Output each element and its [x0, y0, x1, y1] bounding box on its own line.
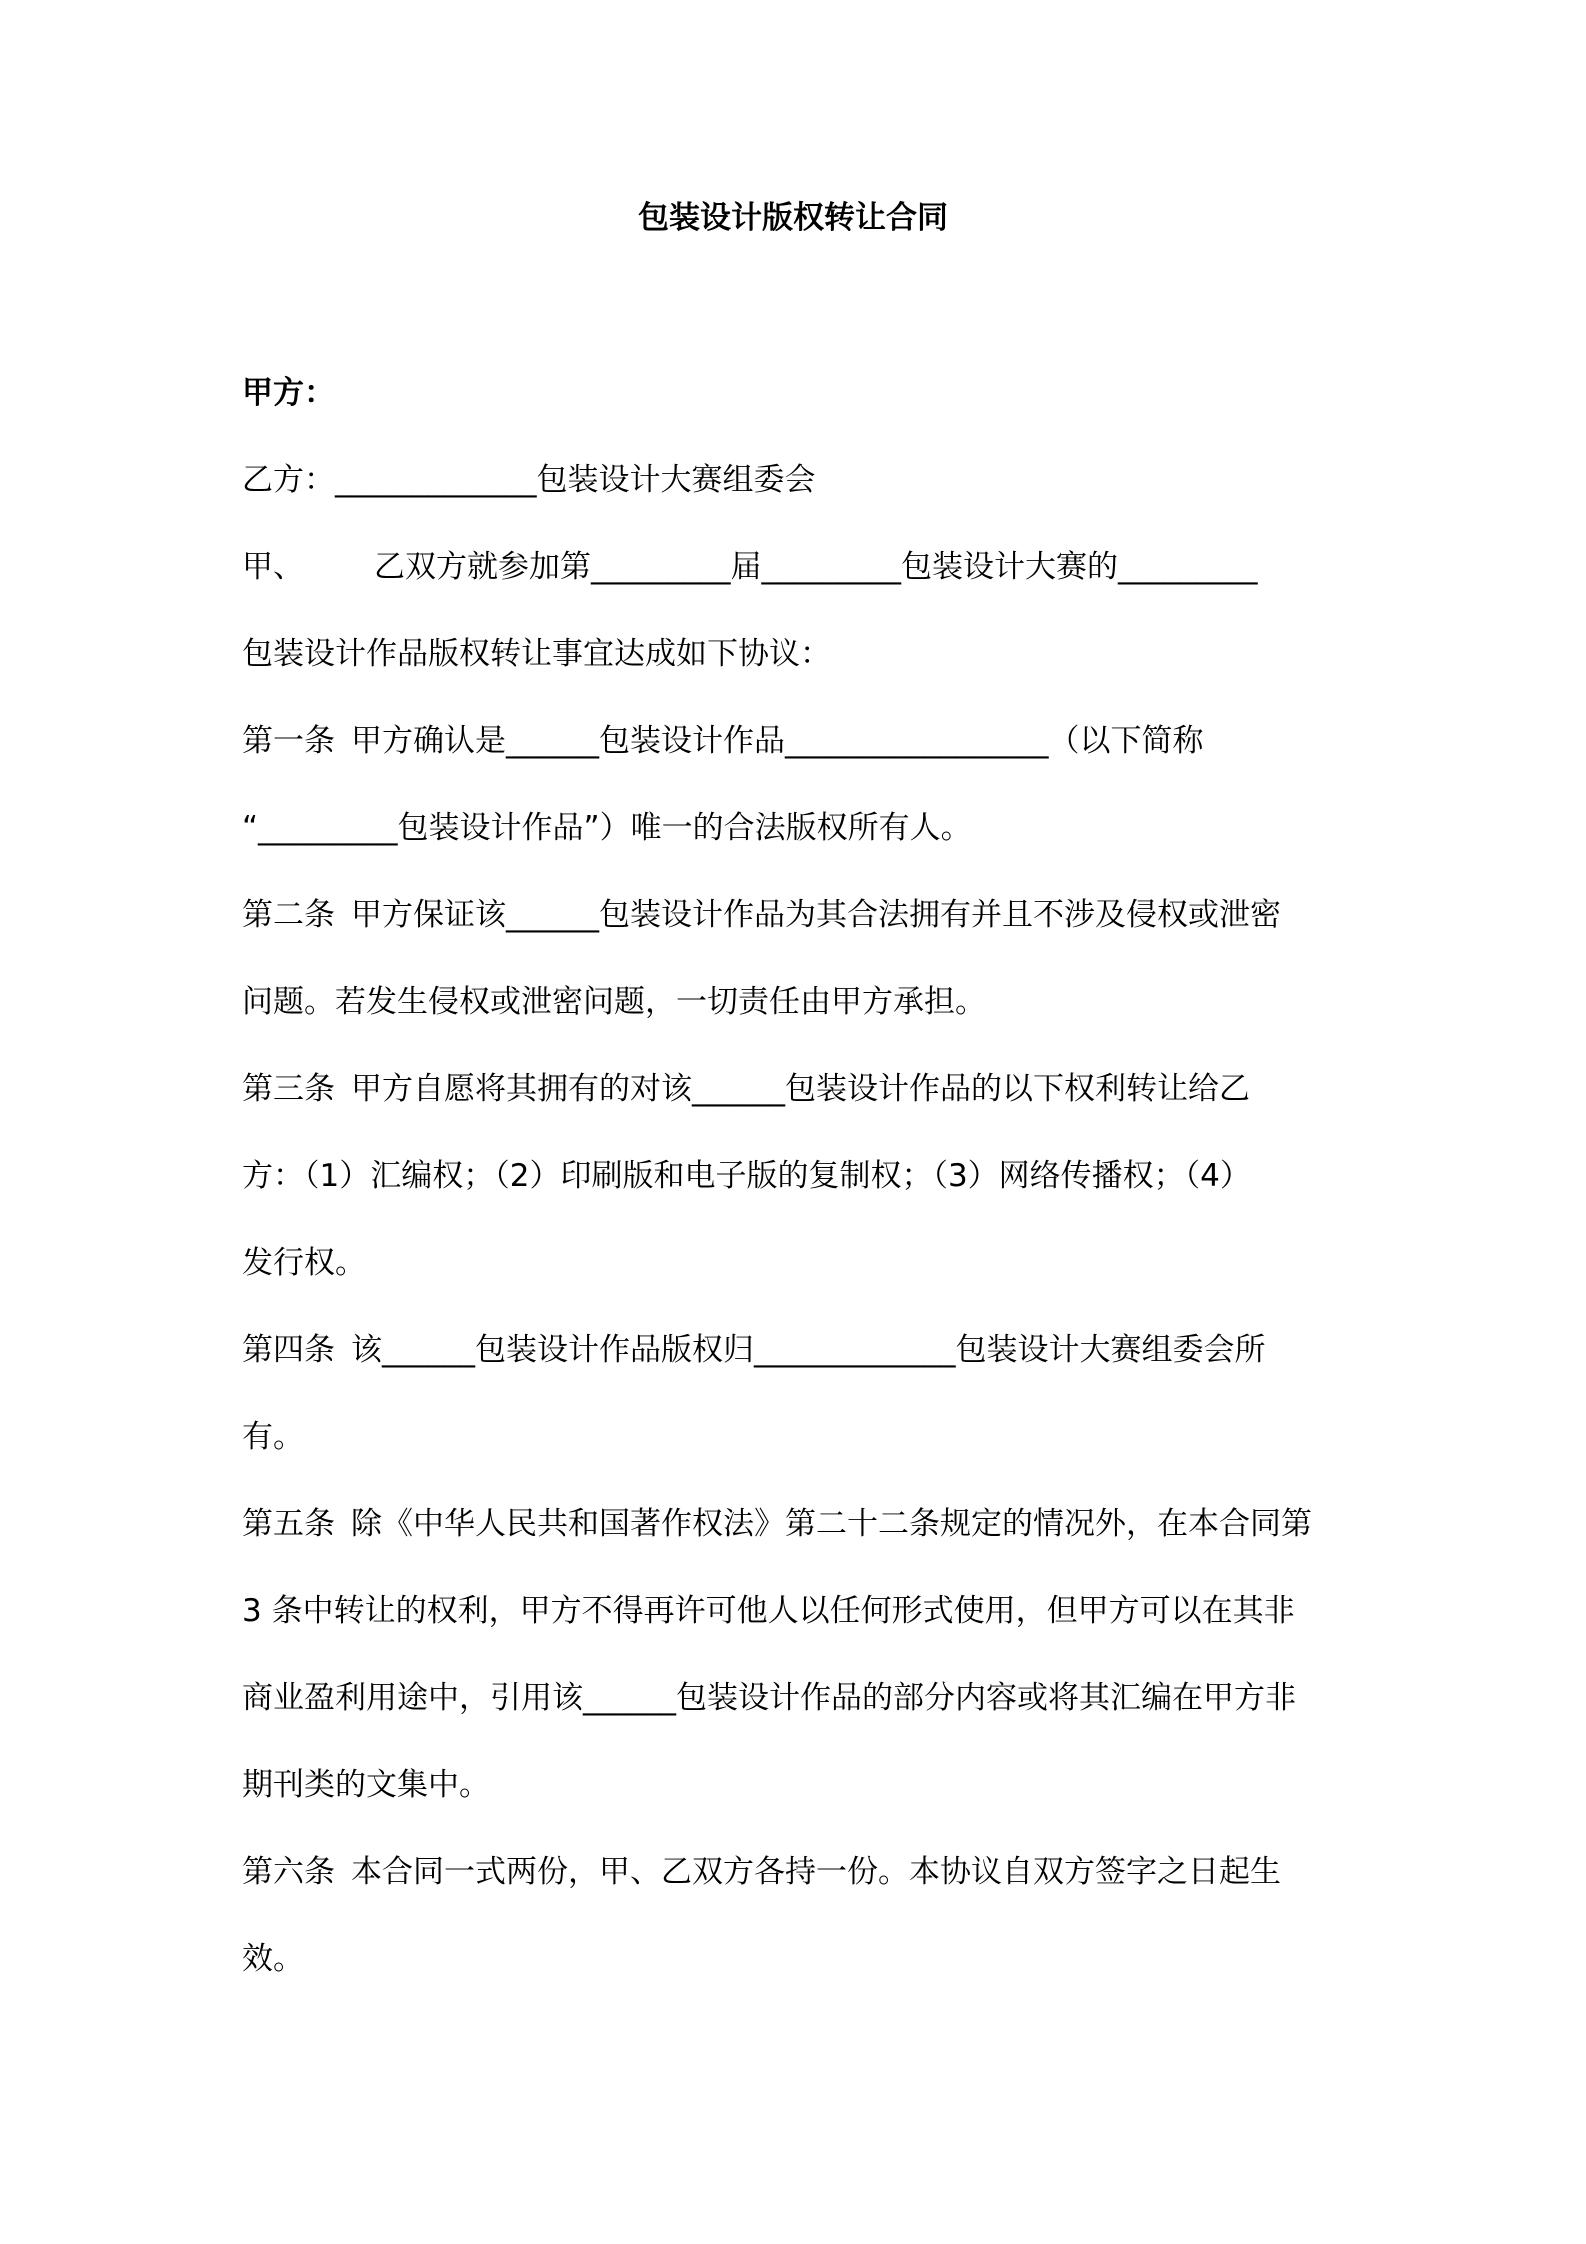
article-3-line-1 [242, 1046, 1352, 1133]
article-2-line-1 [242, 872, 1352, 959]
article-1-line-2: “_________包装设计作品”）唯一的合法版权所有人。 [242, 810, 972, 846]
article-5-text-1: 除《中华人民共和国著作权法》第二十二条规定的情况外，在本合同第 [351, 1506, 1312, 1542]
article-2-label: 第二条 [242, 897, 335, 933]
article-4-line-2: 有。 [242, 1419, 304, 1455]
article-4-text-1: 该______包装设计作品版权归_____________包装设计大赛组委会所 [351, 1332, 1266, 1368]
article-2-text-1: 甲方保证该______包装设计作品为其合法拥有并且不涉及侵权或泄密 [351, 897, 1281, 933]
document-title: 包装设计版权转让合同 [638, 200, 948, 236]
party-b-line: 乙方：_____________包装设计大赛组委会 [242, 462, 816, 498]
intro-line-1 [242, 524, 1352, 611]
article-6-label: 第六条 [242, 1854, 335, 1890]
intro-prefix: 甲、 [242, 549, 304, 585]
article-6-line-1 [242, 1829, 1352, 1916]
intro-line-2: 包装设计作品版权转让事宜达成如下协议： [242, 636, 831, 672]
article-4-label: 第四条 [242, 1332, 335, 1368]
document-body [242, 350, 1352, 2003]
intro-text-1: 乙双方就参加第_________届_________包装设计大赛的_________ [374, 549, 1258, 585]
article-5-line-2: 3 条中转让的权利，甲方不得再许可他人以任何形式使用，但甲方可以在其非 [242, 1593, 1295, 1629]
article-3-text-1: 甲方自愿将其拥有的对该______包装设计作品的以下权利转让给乙 [351, 1071, 1250, 1107]
article-5-label: 第五条 [242, 1506, 335, 1542]
article-5-line-1 [242, 1481, 1352, 1568]
article-3-label: 第三条 [242, 1071, 335, 1107]
article-1-line-1 [242, 698, 1352, 785]
party-a-line: 甲方： [242, 375, 335, 411]
article-5-line-3: 商业盈利用途中，引用该______包装设计作品的部分内容或将其汇编在甲方非 [242, 1680, 1296, 1716]
article-5-line-4: 期刊类的文集中。 [242, 1767, 490, 1803]
article-1-label: 第一条 [242, 723, 335, 759]
article-4-line-1 [242, 1307, 1352, 1394]
article-3-line-2: 方：（1）汇编权；（2）印刷版和电子版的复制权；（3）网络传播权；（4） [242, 1158, 1251, 1194]
article-2-line-2: 问题。若发生侵权或泄密问题，一切责任由甲方承担。 [242, 984, 986, 1020]
article-6-text-1: 本合同一式两份，甲、乙双方各持一份。本协议自双方签字之日起生 [351, 1854, 1281, 1890]
article-6-line-2: 效。 [242, 1941, 304, 1977]
article-3-line-3: 发行权。 [242, 1245, 366, 1281]
article-1-text-1: 甲方确认是______包装设计作品_________________（以下简称 [351, 723, 1204, 759]
